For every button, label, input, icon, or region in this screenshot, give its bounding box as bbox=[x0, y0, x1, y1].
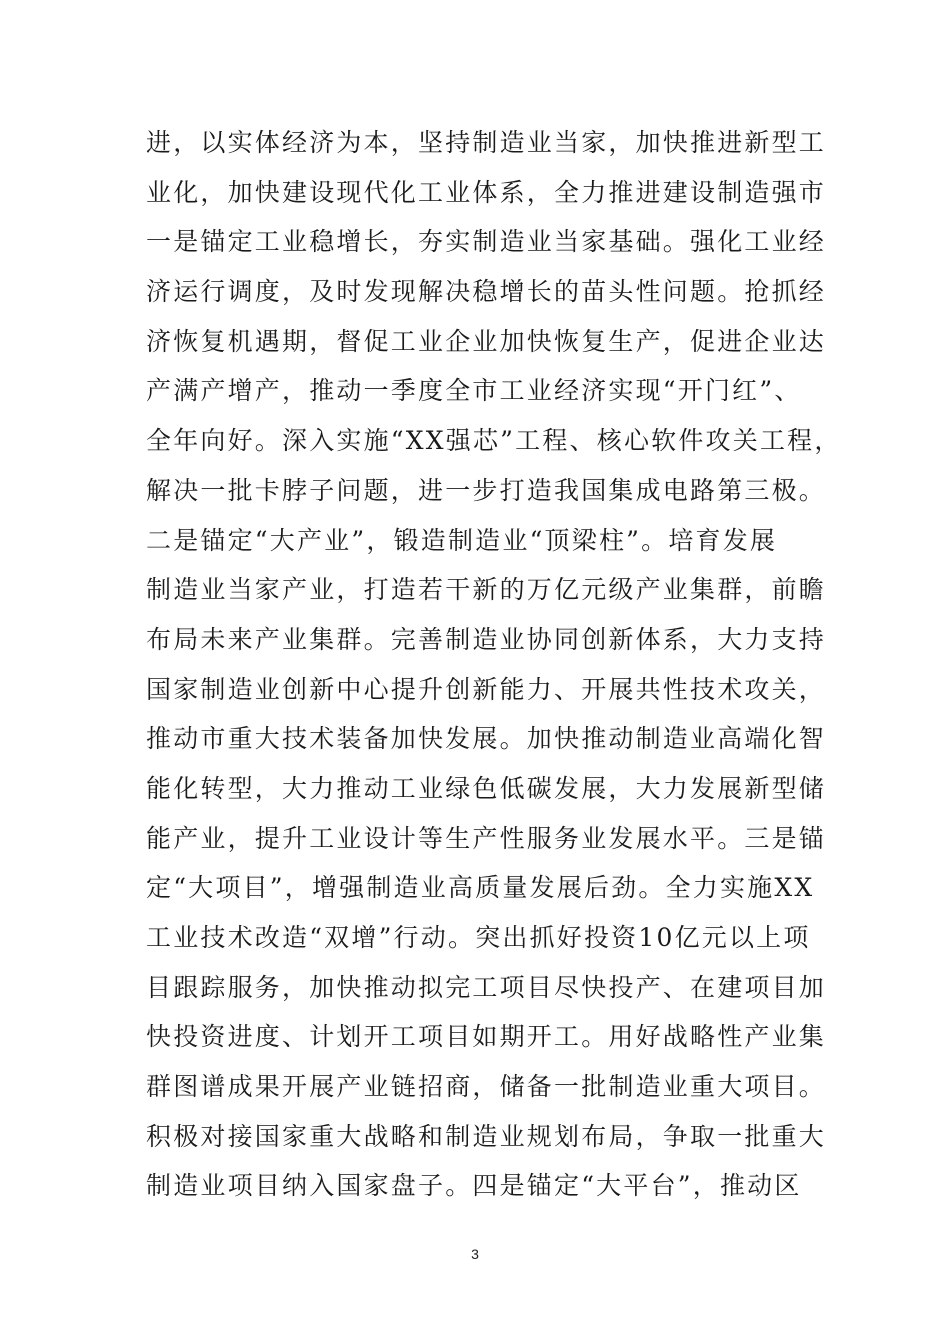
text-line: 济运行调度，及时发现解决稳增长的苗头性问题。抢抓经 bbox=[146, 277, 827, 307]
text-line: 能产业，提升工业设计等生产性服务业发展水平。三是锚 bbox=[146, 823, 827, 853]
text-line: 一是锚定工业稳增长，夯实制造业当家基础。强化工业经 bbox=[146, 227, 827, 257]
text-line: 工业技术改造“双增”行动。突出抓好投资10亿元以上项 bbox=[146, 923, 811, 952]
text-line: 全年向好。深入实施“XX强芯”工程、核心软件攻关工程， bbox=[146, 426, 842, 456]
page-number: 3 bbox=[471, 1246, 479, 1262]
text-line: 群图谱成果开展产业链招商，储备一批制造业重大项目。 bbox=[146, 1072, 827, 1102]
text-line: 业化，加快建设现代化工业体系，全力推进建设制造强市 bbox=[146, 177, 827, 207]
text-line: 制造业当家产业，打造若干新的万亿元级产业集群，前瞻 bbox=[146, 575, 827, 605]
text-line: 解决一批卡脖子问题，进一步打造我国集成电路第三极。 bbox=[146, 475, 827, 505]
text-line: 积极对接国家重大战略和制造业规划布局，争取一批重大 bbox=[146, 1121, 827, 1151]
text-line: 布局未来产业集群。完善制造业协同创新体系，大力支持 bbox=[146, 624, 827, 654]
text-line: 推动市重大技术装备加快发展。加快推动制造业高端化智 bbox=[146, 724, 827, 754]
text-line: 济恢复机遇期，督促工业企业加快恢复生产，促进企业达 bbox=[146, 326, 827, 356]
text-line: 定“大项目”，增强制造业高质量发展后劲。全力实施XX bbox=[146, 873, 815, 903]
text-line: 制造业项目纳入国家盘子。四是锚定“大平台”，推动区 bbox=[146, 1171, 802, 1201]
text-line: 二是锚定“大产业”，锻造制造业“顶梁柱”。培育发展 bbox=[146, 525, 778, 555]
text-line: 能化转型，大力推动工业绿色低碳发展，大力发展新型储 bbox=[146, 773, 827, 803]
text-line: 进，以实体经济为本，坚持制造业当家，加快推进新型工 bbox=[146, 128, 827, 157]
text-line: 快投资进度、计划开工项目如期开工。用好战略性产业集 bbox=[146, 1022, 827, 1052]
text-line: 产满产增产，推动一季度全市工业经济实现“开门红”、 bbox=[146, 376, 802, 406]
text-line: 目跟踪服务，加快推动拟完工项目尽快投产、在建项目加 bbox=[146, 972, 827, 1002]
text-line: 国家制造业创新中心提升创新能力、开展共性技术攻关， bbox=[146, 674, 827, 704]
body-text bbox=[146, 118, 846, 1211]
